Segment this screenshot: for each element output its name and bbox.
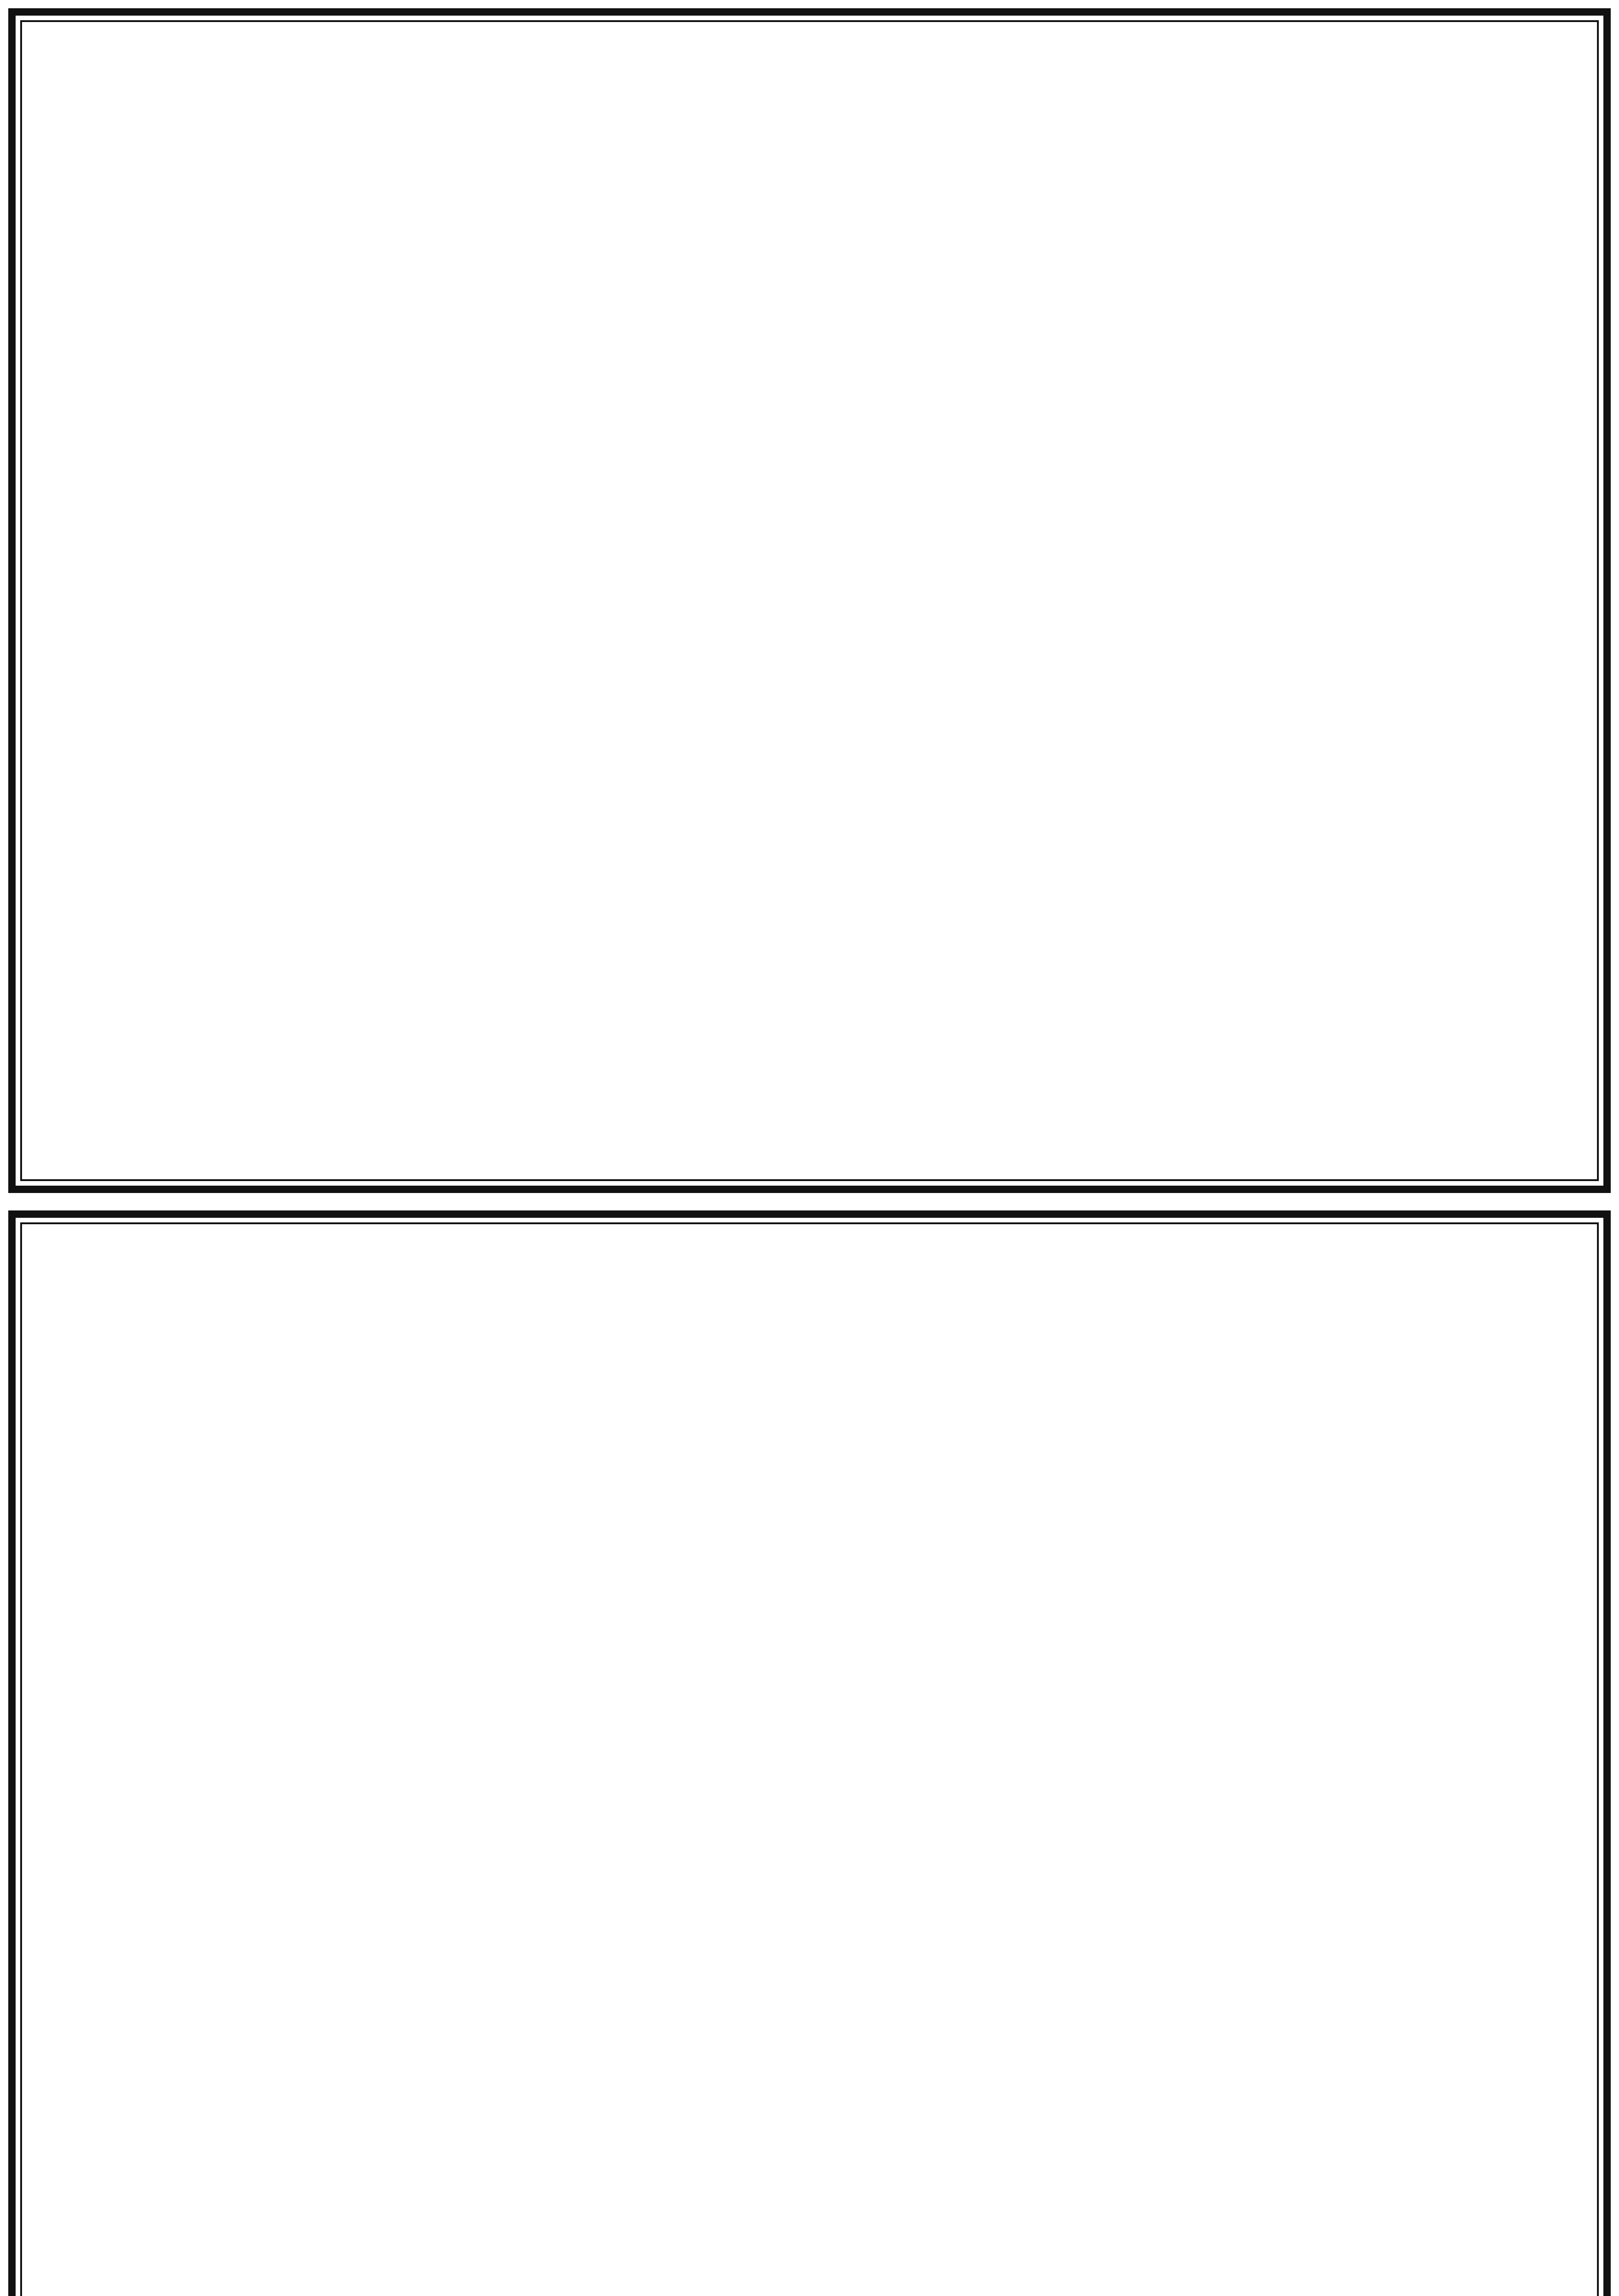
bottom-page [8,1210,1611,2296]
top-page-content [24,24,1595,1177]
bottom-page-content [24,1226,1595,2296]
top-page [8,8,1611,1193]
